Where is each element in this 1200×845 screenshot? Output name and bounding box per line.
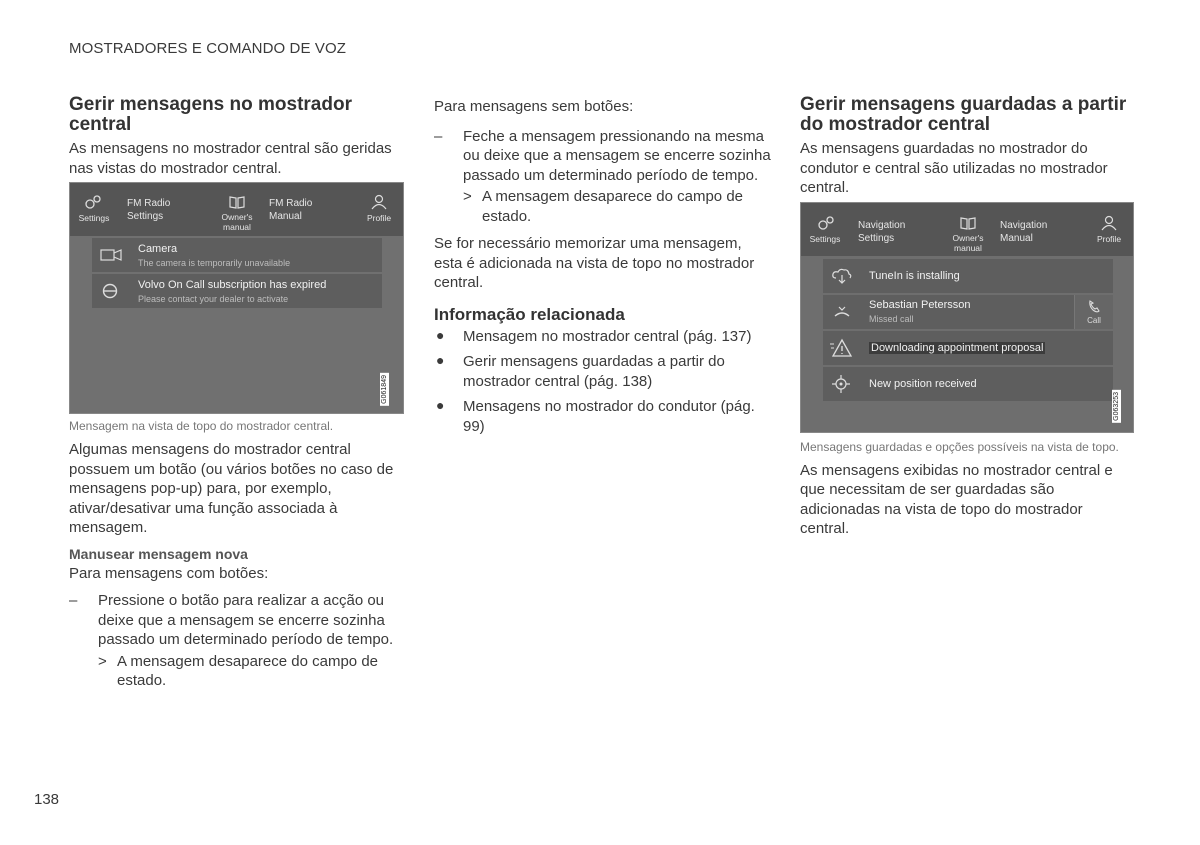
message-subtitle: Please contact your dealer to activate [138,294,289,304]
app2-title-line2[interactable]: Manual [1000,232,1033,244]
message-volvo-on-call[interactable] [92,274,382,308]
column-3 [800,95,1135,543]
memo-text: Se for necessário memorizar uma mensagem, esta é adicionada na vista de topo no mostrador central. [434,235,755,291]
owners-manual-label[interactable]: Owner's manual [952,232,984,253]
related-link[interactable] [434,352,774,391]
message-subtitle: The camera is temporarily unavailable [138,258,291,268]
figure-code: G063253 [1113,391,1120,421]
page-number: 138 [34,791,60,808]
figure-center-display [69,182,404,414]
message-tunein[interactable] [823,259,1113,293]
settings-label[interactable]: Settings [809,233,841,244]
message-title: Downloading appointment proposal [871,341,1044,354]
figure-code: G061849 [381,375,388,404]
message-missed-call[interactable] [823,295,1113,329]
column-2 [434,97,774,442]
settings-icon [817,215,835,231]
figure-caption: Mensagem na vista de topo do mostrador central. [69,419,334,433]
step-item [69,591,404,650]
app-title-line2[interactable]: Settings [127,211,164,222]
app-title-line2[interactable]: Settings [858,232,895,244]
intro-text: As mensagens guardadas no mostrador do condutor e central são utilizadas no mostrador central. [800,140,1108,196]
message-title: Camera [138,243,178,255]
settings-label[interactable]: Settings [78,213,110,223]
volvo-icon [101,282,119,300]
bullet-mark: ● [436,397,445,413]
profile-label[interactable]: Profile [1096,233,1122,244]
result-mark: > [463,188,472,205]
figure-caption: Mensagens guardadas e opções possíveis na vista de topo. [800,439,1119,454]
related-link[interactable] [434,397,774,436]
profile-label[interactable]: Profile [366,213,392,223]
column-1 [69,95,404,699]
message-title: New position received [869,377,977,390]
book-icon [960,217,976,230]
profile-icon [1101,215,1117,231]
section-title: Gerir mensagens no mostrador central [69,94,352,135]
message-subtitle: Missed call [869,313,914,324]
phone-icon [1088,300,1100,313]
message-new-position[interactable] [823,367,1113,401]
position-icon [831,374,851,394]
message-downloading[interactable] [823,331,1113,365]
result-item [69,652,404,691]
related-link-text[interactable]: Mensagem no mostrador central (pág. 137) [463,327,752,345]
step-item [434,127,774,186]
result-mark: > [98,652,107,670]
profile-icon [371,194,387,210]
related-link-text[interactable]: Gerir mensagens guardadas a partir do mostrador central (pág. 138) [463,353,725,390]
related-link-text[interactable]: Mensagens no mostrador do condutor (pág. 99) [463,398,755,435]
intro-text: As mensagens no mostrador central são geridas nas vistas do mostrador central. [69,140,392,177]
camera-icon [100,248,122,262]
settings-icon [84,194,102,210]
message-camera[interactable] [92,238,382,272]
app2-title-line1[interactable]: FM Radio [269,198,313,209]
app2-title-line1[interactable]: Navigation [1000,219,1048,231]
subheading: Manusear mensagem nova [69,545,248,562]
app-title-line1[interactable]: FM Radio [127,198,171,209]
call-button-label: Call [1087,315,1101,325]
call-button[interactable] [1074,295,1113,329]
figure-stored-messages [800,202,1134,433]
step-text: Pressione o botão para realizar a acção ou deixe que a mensagem se encerre sozinha passado um determinado período de tempo. [98,592,394,648]
result-text: A mensagem desaparece do campo de estado. [482,188,743,225]
body-text: Algumas mensagens do mostrador central possuem um botão (ou vários botões no caso de mensagens pop-up) para, por exemplo, ativar/desativar uma função associada à mensagem. [69,441,394,536]
related-link[interactable] [434,327,774,347]
message-title: Volvo On Call subscription has expired [138,279,327,291]
result-text: A mensagem desaparece do campo de estado. [117,652,378,689]
related-title: Informação relacionada [434,304,625,324]
step-text: Feche a mensagem pressionando na mesma ou deixe que a mensagem se encerre sozinha passado um determinado período de tempo. [463,127,771,184]
cloud-download-icon [831,267,853,285]
warning-icon [829,338,853,358]
bullet-mark: ● [436,326,445,343]
dash-mark: – [69,592,78,609]
top-bar [70,183,403,236]
top-bar [801,203,1133,256]
app2-title-line2[interactable]: Manual [269,211,302,222]
message-title: Sebastian Petersson [869,298,971,311]
without-buttons-text: Para mensagens sem botões: [434,98,634,115]
message-title: TuneIn is installing [869,269,960,282]
bullet-mark: ● [436,352,445,368]
section-title: Gerir mensagens guardadas a partir do mostrador central [800,94,1127,135]
app-title-line1[interactable]: Navigation [858,219,906,231]
dash-mark: – [434,127,443,145]
book-icon [229,196,245,209]
result-item [434,187,774,226]
section-header: MOSTRADORES E COMANDO DE VOZ [69,40,346,57]
owners-manual-label[interactable]: Owner's manual [221,212,253,232]
missed-call-icon [833,302,851,322]
body-text: As mensagens exibidas no mostrador central e que necessitam de ser guardadas são adicionadas na vista de topo do mostrador central. [800,461,1113,537]
with-buttons-text: Para mensagens com botões: [69,564,269,582]
